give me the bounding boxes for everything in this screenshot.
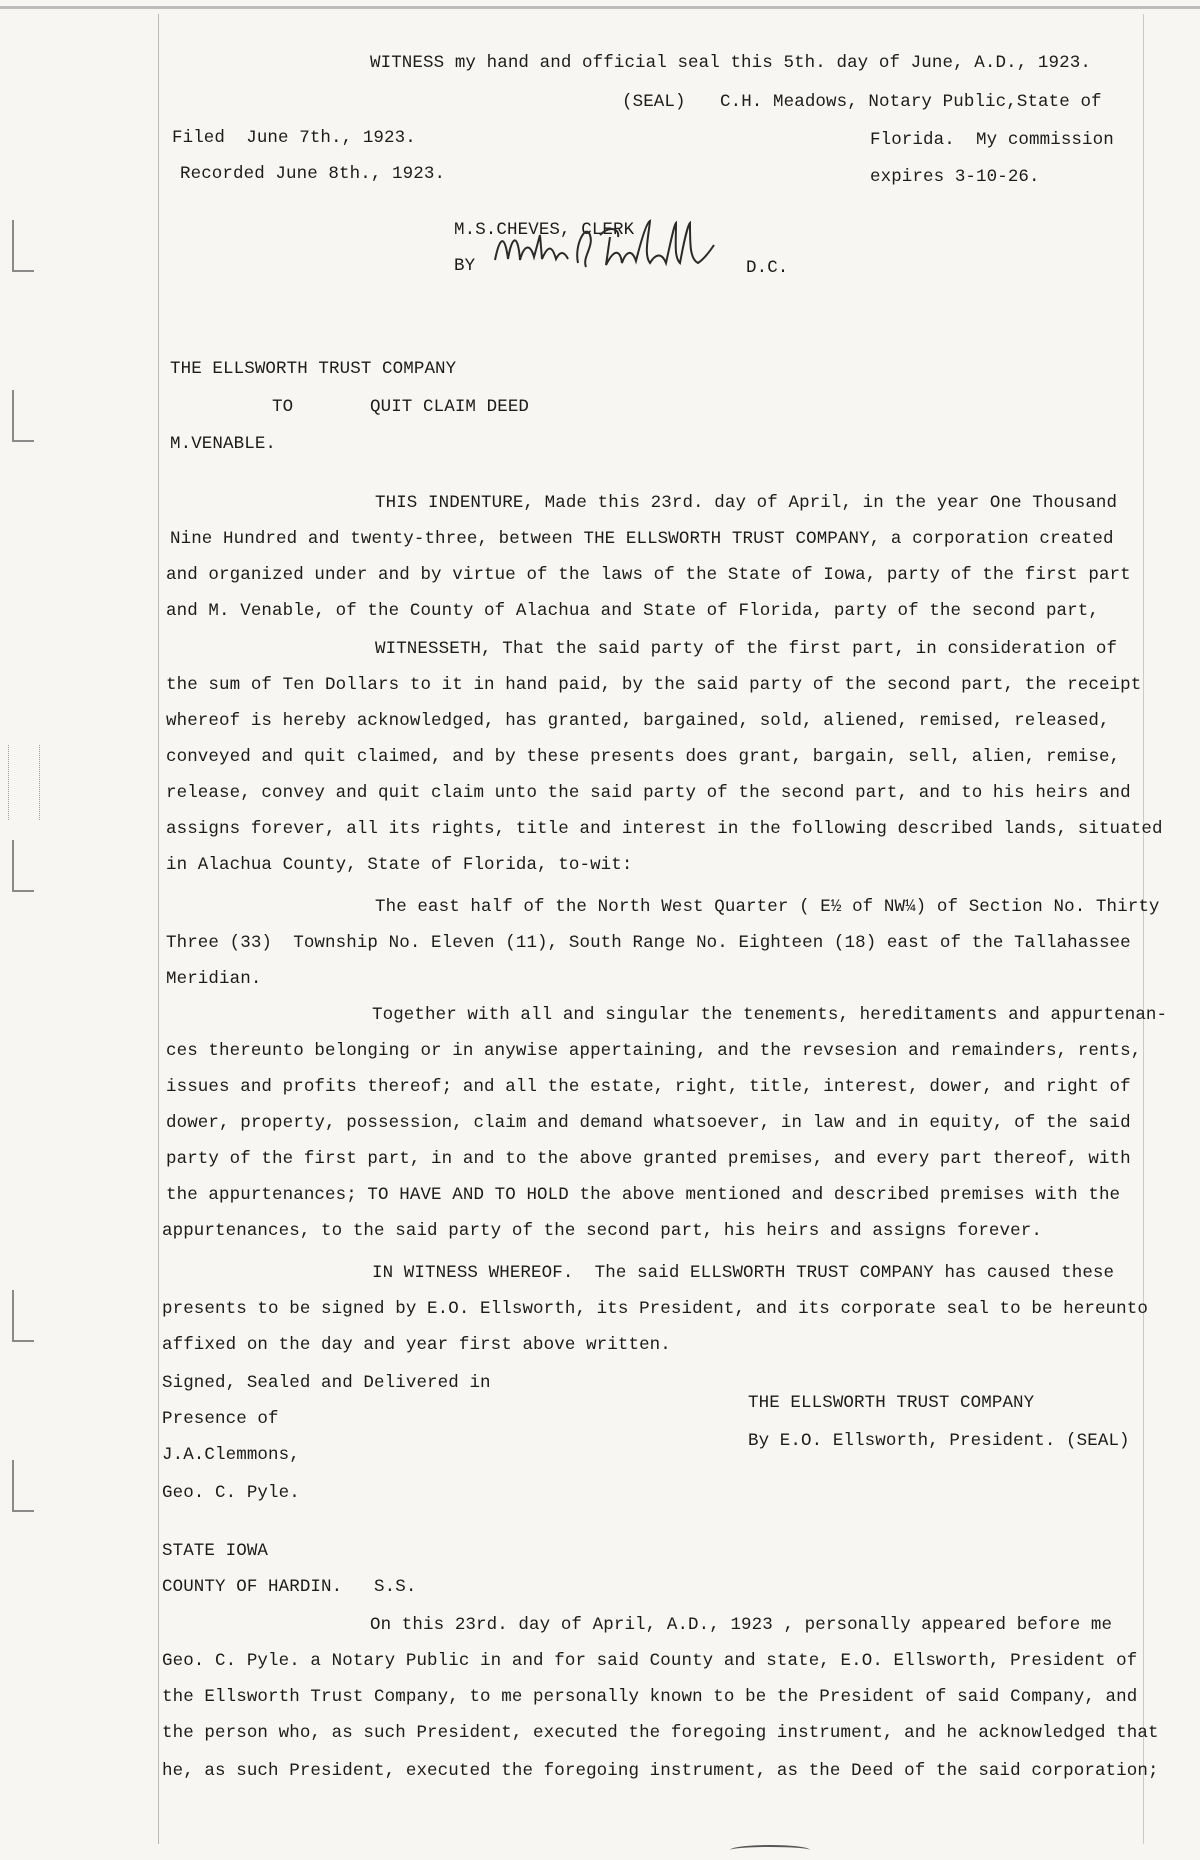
habendum-line-7: appurtenances, to the said party of the second part, his heirs and assigns forever.	[162, 1221, 1042, 1241]
grantee-heading: M.VENABLE.	[170, 434, 277, 454]
company-signature-block: THE ELLSWORTH TRUST COMPANY	[748, 1393, 1035, 1413]
clerk-name: M.S.CHEVES, CLERK	[454, 220, 635, 240]
margin-notation-mark	[8, 745, 40, 820]
witnesseth-line-1: WITNESSETH, That the said party of the first part, in consideration of	[375, 639, 1118, 659]
witnesseth-line-7: in Alachua County, State of Florida, to-wit:	[166, 855, 633, 875]
habendum-line-3: issues and profits thereof; and all the estate, right, title, interest, dower, and right of	[166, 1077, 1131, 1097]
acknowledgment-line-3: the Ellsworth Trust Company, to me personally known to be the President of said Company, and	[162, 1687, 1138, 1707]
habendum-line-1: Together with all and singular the tenements, hereditaments and appurtenan-	[372, 1005, 1168, 1025]
seal-label: (SEAL)	[622, 92, 686, 112]
testimonium-line-1: IN WITNESS WHEREOF. The said ELLSWORTH TRUST COMPANY has caused these	[372, 1263, 1115, 1283]
binding-mark-icon	[12, 1460, 34, 1512]
habendum-line-6: the appurtenances; TO HAVE AND TO HOLD the above mentioned and described premises with the	[166, 1185, 1121, 1205]
acknowledgment-line-2: Geo. C. Pyle. a Notary Public in and for said County and state, E.O. Ellsworth, President of	[162, 1651, 1138, 1671]
deed-type: QUIT CLAIM DEED	[370, 397, 530, 417]
by-label: BY	[454, 256, 476, 276]
acknowledgment-line-4: the person who, as such President, executed the foregoing instrument, and he acknowledged that	[162, 1723, 1159, 1743]
legal-description-line-3: Meridian.	[166, 969, 262, 989]
commission-expiry: expires 3-10-26.	[870, 167, 1040, 187]
legal-description-line-2: Three (33) Township No. Eleven (11), South Range No. Eighteen (18) east of the Tallahassee	[166, 933, 1131, 953]
witnesseth-line-6: assigns forever, all its rights, title and interest in the following described lands, situated	[166, 819, 1163, 839]
presence-label: Presence of	[162, 1409, 279, 1429]
binding-mark-icon	[12, 840, 34, 892]
to-label: TO	[272, 397, 294, 417]
filed-date: Filed June 7th., 1923.	[172, 128, 416, 148]
indenture-line-1: THIS INDENTURE, Made this 23rd. day of April, in the year One Thousand	[375, 493, 1118, 513]
venue-state: STATE IOWA	[162, 1541, 269, 1561]
binding-mark-icon	[12, 220, 34, 272]
indenture-line-3: and organized under and by virtue of the laws of the State of Iowa, party of the first part	[166, 565, 1131, 585]
page-fold-mark	[730, 1845, 810, 1855]
grantor-heading: THE ELLSWORTH TRUST COMPANY	[170, 359, 457, 379]
signed-sealed-label: Signed, Sealed and Delivered in	[162, 1373, 491, 1393]
venue-county: COUNTY OF HARDIN. S.S.	[162, 1577, 417, 1597]
binding-mark-icon	[12, 1290, 34, 1342]
top-edge-rule	[0, 6, 1200, 9]
president-signature: By E.O. Ellsworth, President. (SEAL)	[748, 1431, 1130, 1451]
witness-line: WITNESS my hand and official seal this 5th. day of June, A.D., 1923.	[370, 53, 1091, 73]
deputy-clerk-signature	[490, 215, 730, 275]
witnesseth-line-5: release, convey and quit claim unto the said party of the second part, and to his heirs and	[166, 783, 1131, 803]
binding-mark-icon	[12, 390, 34, 442]
habendum-line-5: party of the first part, in and to the above granted premises, and every part thereof, with	[166, 1149, 1131, 1169]
witness-1: J.A.Clemmons,	[162, 1445, 300, 1465]
indenture-line-4: and M. Venable, of the County of Alachua and State of Florida, party of the second part,	[166, 601, 1099, 621]
witnesseth-line-4: conveyed and quit claimed, and by these presents does grant, bargain, sell, alien, remise,	[166, 747, 1121, 767]
left-margin-rule	[158, 14, 159, 1844]
recorded-date: Recorded June 8th., 1923.	[180, 164, 446, 184]
testimonium-line-3: affixed on the day and year first above written.	[162, 1335, 671, 1355]
deputy-clerk-label: D.C.	[746, 258, 789, 278]
acknowledgment-line-1: On this 23rd. day of April, A.D., 1923 , personally appeared before me	[370, 1615, 1113, 1635]
right-margin-rule	[1143, 14, 1144, 1844]
witnesseth-line-3: whereof is hereby acknowledged, has granted, bargained, sold, aliened, remised, released,	[166, 711, 1110, 731]
legal-description-line-1: The east half of the North West Quarter ( E½ of NW¼) of Section No. Thirty	[375, 897, 1160, 917]
witness-2: Geo. C. Pyle.	[162, 1483, 300, 1503]
notary-line: C.H. Meadows, Notary Public,State of	[720, 92, 1102, 112]
witnesseth-line-2: the sum of Ten Dollars to it in hand paid, by the said party of the second part, the receipt	[166, 675, 1142, 695]
indenture-line-2: Nine Hundred and twenty-three, between THE ELLSWORTH TRUST COMPANY, a corporation created	[170, 529, 1114, 549]
habendum-line-4: dower, property, possession, claim and demand whatsoever, in law and in equity, of the said	[166, 1113, 1131, 1133]
testimonium-line-2: presents to be signed by E.O. Ellsworth, its President, and its corporate seal to be hereunto	[162, 1299, 1148, 1319]
notary-state-line: Florida. My commission	[870, 130, 1114, 150]
habendum-line-2: ces thereunto belonging or in anywise appertaining, and the revsesion and remainders, rents,	[166, 1041, 1142, 1061]
acknowledgment-line-5: he, as such President, executed the foregoing instrument, as the Deed of the said corporation;	[162, 1761, 1159, 1781]
